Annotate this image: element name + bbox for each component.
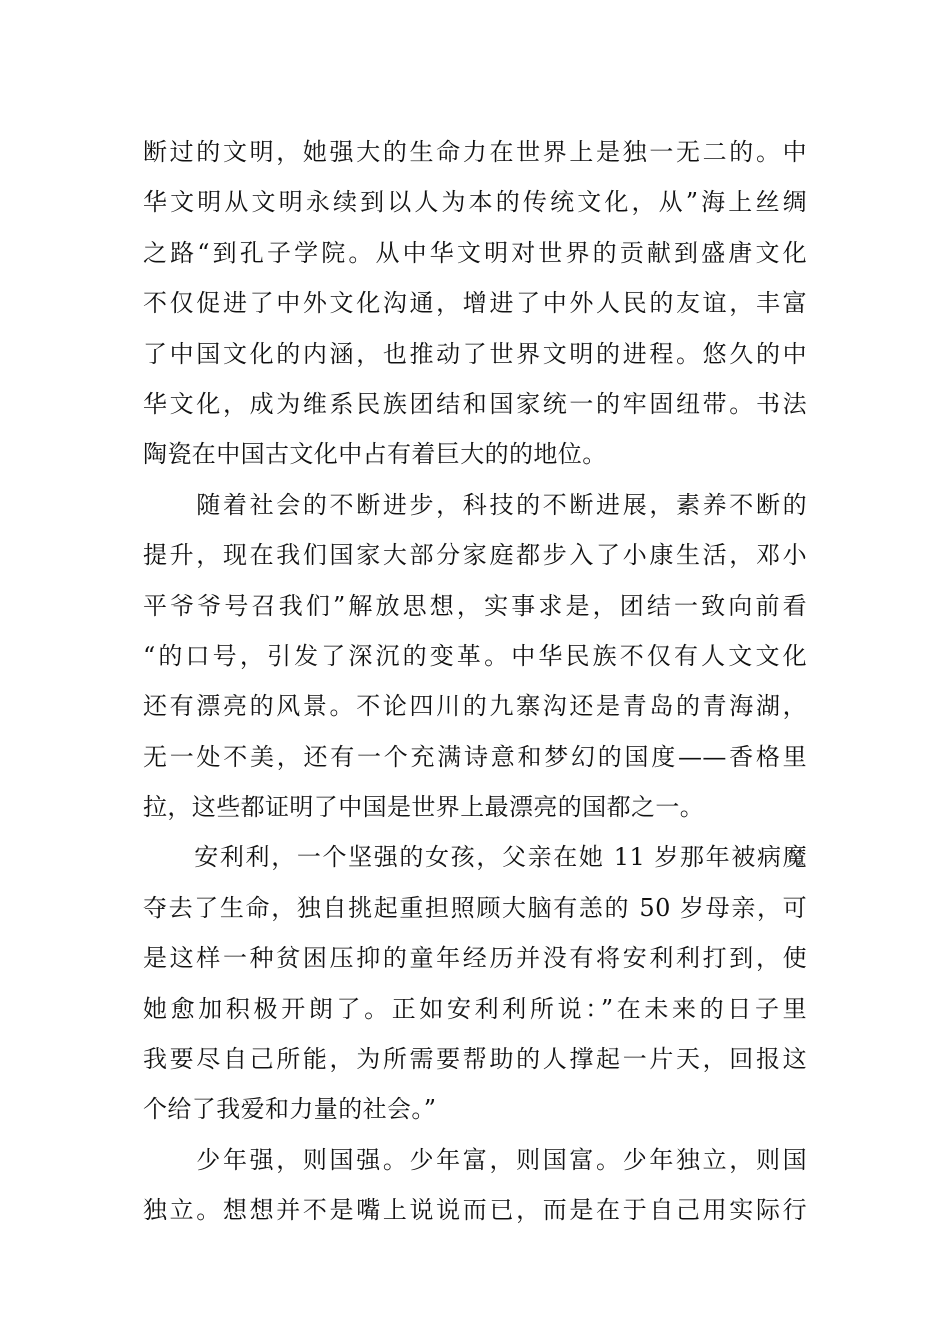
text-line: 她愈加积极开朗了。正如安利利所说：”在未来的日子里: [143, 994, 807, 1023]
paragraph-4: [143, 1135, 807, 1236]
paragraph-3: [143, 832, 807, 1134]
text-line: 是这样一种贫困压抑的童年经历并没有将安利利打到，使: [143, 944, 807, 973]
text-line: 平爷爷号召我们”解放思想，实事求是，团结一致向前看: [143, 591, 807, 620]
text-line: 我要尽自己所能，为所需要帮助的人撑起一片天，回报这: [143, 1045, 807, 1074]
text-line: 少年强，则国强。少年富，则国富。少年独立，则国: [143, 1145, 807, 1174]
text-line: 之路“到孔子学院。从中华文明对世界的贡献到盛唐文化: [143, 238, 807, 267]
text-line: 独立。想想并不是嘴上说说而已，而是在于自己用实际行: [143, 1196, 807, 1225]
text-line: 无一处不美，还有一个充满诗意和梦幻的国度——香格里: [143, 742, 807, 771]
text-line: 安利利，一个坚强的女孩，父亲在她 11 岁那年被病魔: [143, 843, 807, 872]
text-line: 拉，这些都证明了中国是世界上最漂亮的国都之一。: [143, 793, 705, 822]
text-line: 随着社会的不断进步，科技的不断进展，素养不断的: [143, 490, 807, 519]
text-line: 华文明从文明永续到以人为本的传统文化，从”海上丝绸: [143, 188, 807, 217]
text-line: “的口号，引发了深沉的变革。中华民族不仅有人文文化: [143, 641, 807, 670]
document-body: [143, 127, 807, 1236]
text-line: 个给了我爱和力量的社会。”: [143, 1095, 437, 1124]
text-line: 提升，现在我们国家大部分家庭都步入了小康生活，邓小: [143, 541, 807, 570]
paragraph-1: [143, 127, 807, 480]
text-line: 还有漂亮的风景。不论四川的九寨沟还是青岛的青海湖，: [143, 692, 807, 721]
text-line: 陶瓷在中国古文化中占有着巨大的的地位。: [143, 440, 607, 469]
text-line: 不仅促进了中外文化沟通，增进了中外人民的友谊，丰富: [143, 289, 807, 318]
text-line: 华文化，成为维系民族团结和国家统一的牢固纽带。书法: [143, 389, 807, 418]
paragraph-2: [143, 480, 807, 833]
text-line: 断过的文明，她强大的生命力在世界上是独一无二的。中: [143, 138, 807, 166]
text-line: 了中国文化的内涵，也推动了世界文明的进程。悠久的中: [143, 339, 807, 368]
text-line: 夺去了生命，独自挑起重担照顾大脑有恙的 50 岁母亲，可: [143, 893, 807, 922]
